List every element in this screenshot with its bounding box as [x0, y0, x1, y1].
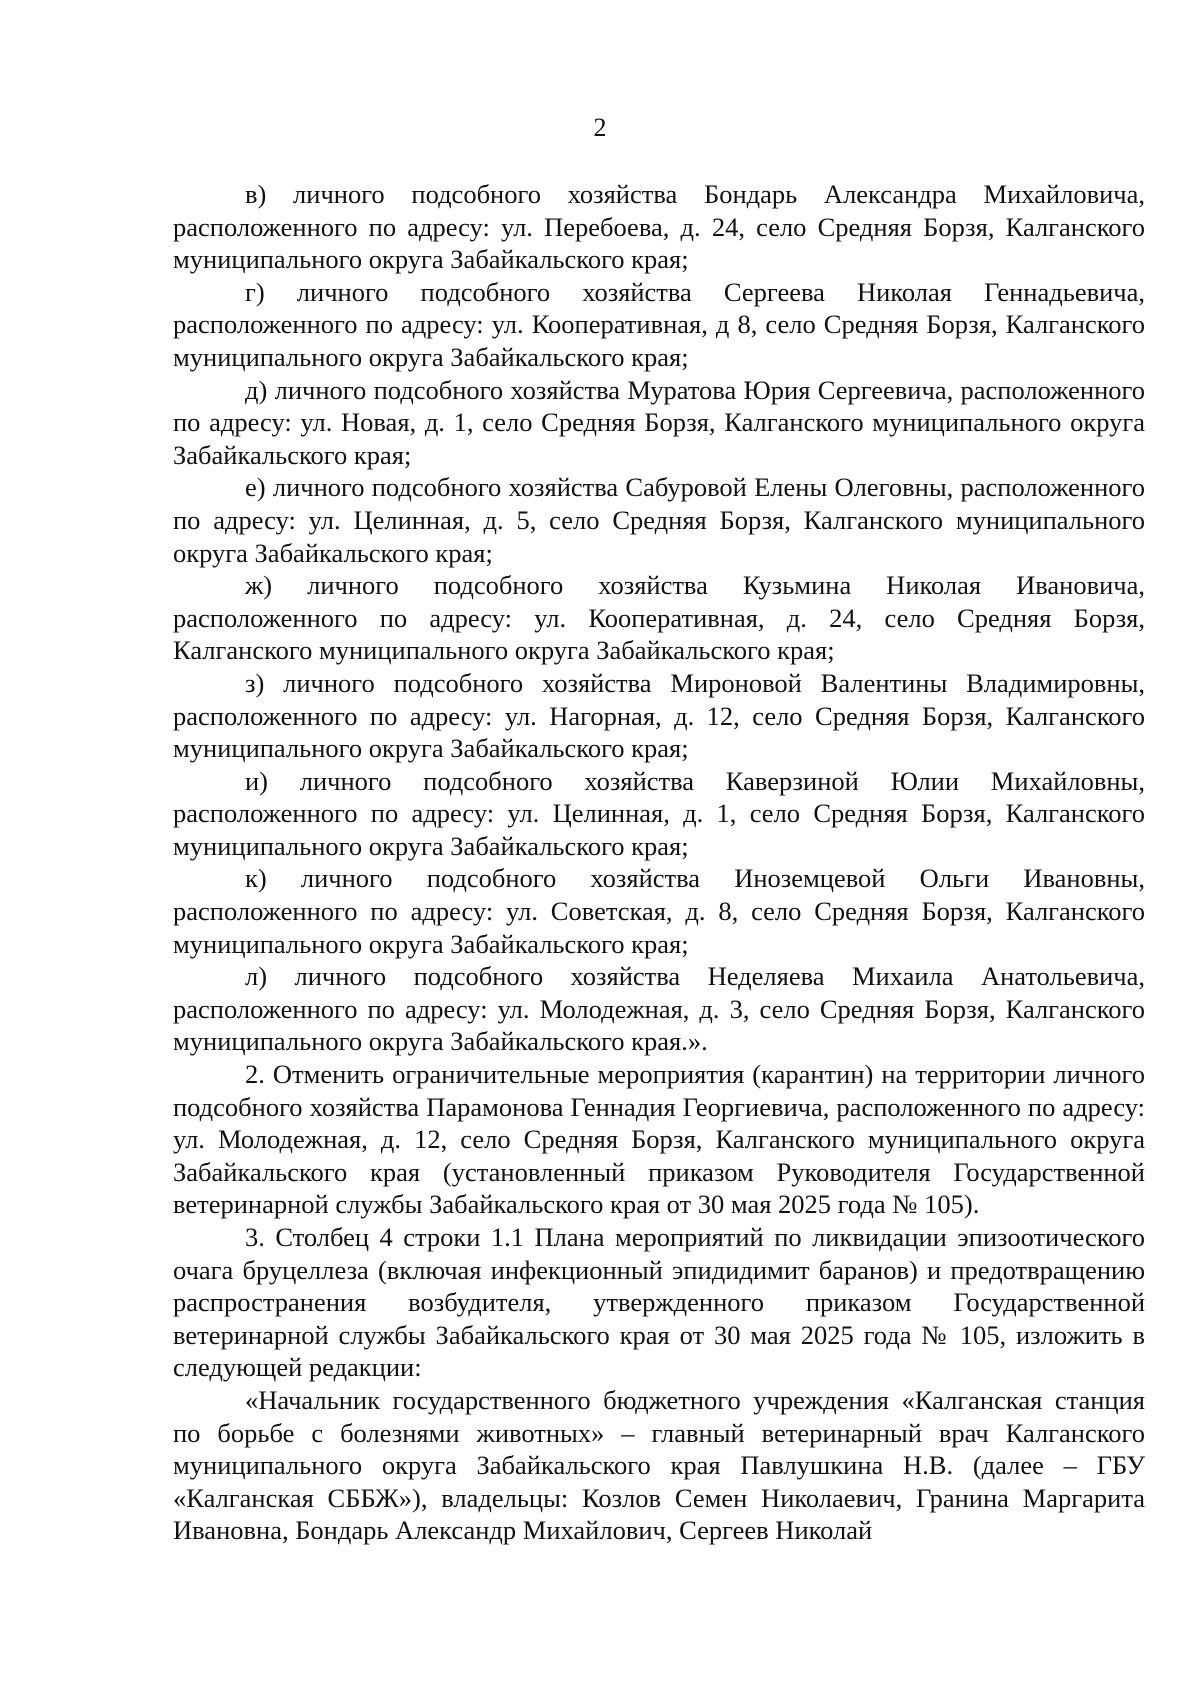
paragraph-d: д) личного подсобного хозяйства Муратова Юрия Сергеевича, расположенного по адресу: ул. Новая, д. 1, село Средняя Борзя, Калганского муниципального округа Забайкальского края;: [173, 374, 1145, 470]
paragraph-item-2: 2. Отменить ограничительные мероприятия (карантин) на территории личного подсобного хозяйства Парамонова Геннадия Георгиевича, расположенного по адресу: ул. Молодежная, д. 12, село Средняя Борзя, Калганского муниципального округа Забайкальского края (установленный приказом Руководителя Государственной ветеринарной службы Забайкальского края от 30 мая 2025 года № 105).: [173, 1059, 1145, 1220]
paragraph-e: е) личного подсобного хозяйства Сабуровой Елены Олеговны, расположенного по адресу: ул. Целинная, д. 5, село Средняя Борзя, Калганского муниципального округа Забайкальского края;: [173, 472, 1145, 568]
paragraph-z: з) личного подсобного хозяйства Мироновой Валентины Владимировны, расположенного по адресу: ул. Нагорная, д. 12, село Средняя Борзя, Калганского муниципального округа Забайкальского края;: [173, 667, 1145, 764]
paragraph-item-3: 3. Столбец 4 строки 1.1 Плана мероприятий по ликвидации эпизоотического очага бруцеллеза (включая инфекционный эпидидимит баранов) и предотвращению распространения возбудителя, утвержденного приказом Государственной ветеринарной службы Забайкальского края от 30 мая 2025 года № 105, изложить в следующей редакции:: [173, 1222, 1145, 1383]
paragraph-i: и) личного подсобного хозяйства Каверзиной Юлии Михайловны, расположенного по адресу: ул. Целинная, д. 1, село Средняя Борзя, Калганского муниципального округа Забайкальского края;: [173, 765, 1145, 861]
paragraph-zh: ж) личного подсобного хозяйства Кузьмина Николая Ивановича, расположенного по адресу: ул. Кооперативная, д. 24, село Средняя Борзя, Калганского муниципального округа Забайкальского края;: [173, 570, 1145, 666]
paragraph-l: л) личного подсобного хозяйства Неделяева Михаила Анатольевича, расположенного по адресу: ул. Молодежная, д. 3, село Средняя Борзя, Калганского муниципального округа Забайкальского края.».: [173, 961, 1145, 1057]
paragraph-k: к) личного подсобного хозяйства Иноземцевой Ольги Ивановны, расположенного по адресу: ул. Советская, д. 8, село Средняя Борзя, Калганского муниципального округа Забайкальского края;: [173, 863, 1145, 959]
paragraph-g: г) личного подсобного хозяйства Сергеева Николая Геннадьевича, расположенного по адресу: ул. Кооперативная, д 8, село Средняя Борзя, Калганского муниципального округа Забайкальского края;: [173, 276, 1145, 372]
document-body: [173, 178, 1145, 1547]
paragraph-v: в) личного подсобного хозяйства Бондарь Александра Михайловича, расположенного по адресу: ул. Перебоева, д. 24, село Средняя Борзя, Калганского муниципального округа Забайкальского края;: [173, 179, 1145, 275]
paragraph-quote: «Начальник государственного бюджетного учреждения «Калганская станция по борьбе с болезнями животных» – главный ветеринарный врач Калганского муниципального округа Забайкальского края Павлушкина Н.В. (далее – ГБУ «Калганская СББЖ»), владельцы: Козлов Семен Николаевич, Гранина Маргарита Ивановна, Бондарь Александр Михайлович, Сергеев Николай: [173, 1384, 1145, 1546]
page-number: 2: [593, 113, 607, 142]
